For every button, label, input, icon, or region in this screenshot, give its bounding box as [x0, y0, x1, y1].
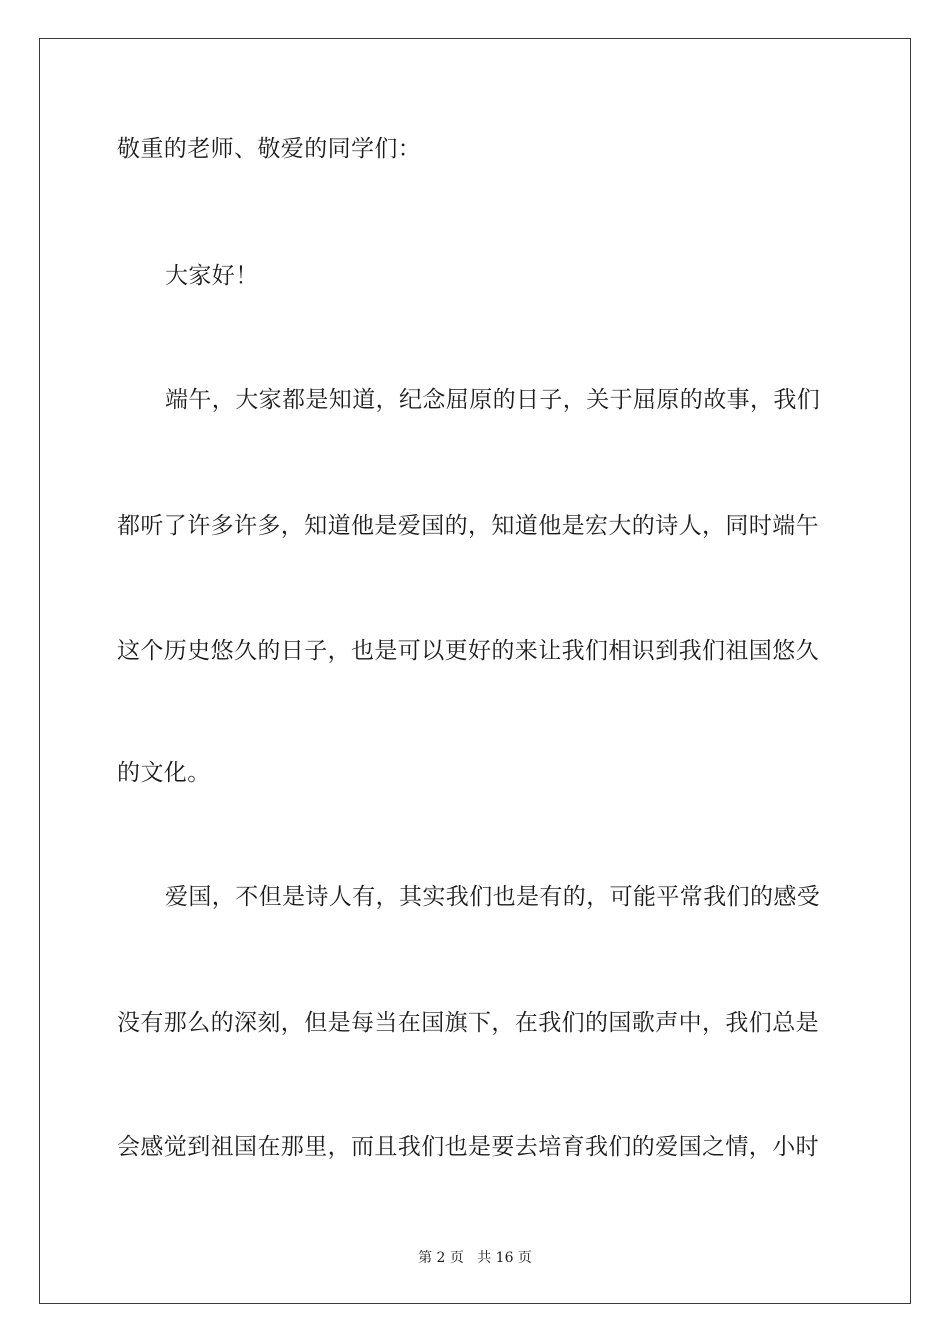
paragraph-2-line-3: 会感觉到祖国在那里，而且我们也是要去培育我们的爱国之情，小时 [117, 1134, 819, 1160]
paragraph-1-line-1: 端午，大家都是知道，纪念屈原的日子，关于屈原的故事，我们 [165, 387, 821, 413]
paragraph-1-line-4: 的文化。 [117, 760, 211, 786]
paragraph-1-line-2: 都听了许多许多，知道他是爱国的，知道他是宏大的诗人，同时端午 [117, 513, 819, 539]
paragraph-2-line-1: 爱国，不但是诗人有，其实我们也是有的，可能平常我们的感受 [165, 884, 821, 910]
page-number-footer: 第 2 页 共 16 页 [418, 1250, 532, 1266]
salutation-line: 敬重的老师、敬爱的同学们： [117, 136, 422, 162]
paragraph-1-line-3: 这个历史悠久的日子，也是可以更好的来让我们相识到我们祖国悠久 [117, 638, 819, 664]
paragraph-2-line-2: 没有那么的深刻，但是每当在国旗下，在我们的国歌声中，我们总是 [117, 1010, 819, 1036]
page-frame [39, 38, 911, 1304]
greeting-line: 大家好！ [165, 263, 259, 289]
